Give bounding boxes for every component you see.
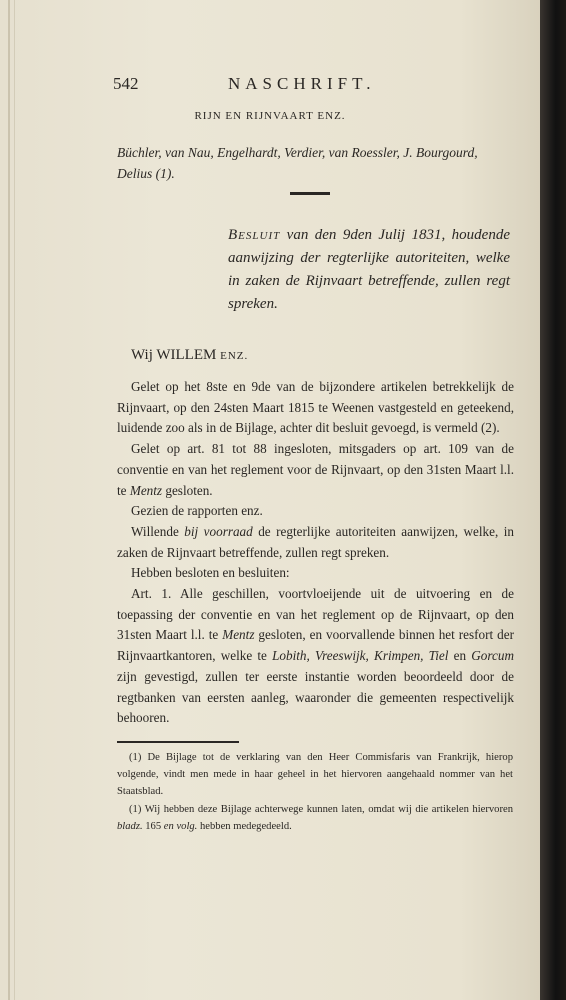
place-names: Lobith, Vreeswijk, Krimpen, Tiel [272, 648, 449, 664]
text-run: hebben medegedeeld. [197, 821, 292, 833]
page-number: 542 [113, 74, 139, 93]
salutation-main: Wij WILLEM [131, 347, 217, 363]
body-text [117, 377, 514, 729]
paragraph: Gelet op het 8ste en 9de van de bijzondere artikelen betrekkelijk de Rijnvaart, op den 24sten Maart 1815 te Weenen vastgesteld en geteekend, luidende zoo als in de Bijlage, achter dit besluit gevoegd, is vermeld (2). [117, 379, 514, 436]
text-run: (1) Wij hebben deze Bijlage achterwege kunnen laten, omdat wij die artikelen hiervoren [129, 804, 513, 816]
names-line: Büchler, van Nau, Engelhardt, Verdier, van Roessler, J. Bourgourd, Delius (1). [117, 145, 478, 181]
text-run: gesloten, en voorvallende binnen het resfort der Rijnvaartkantoren, welke te [117, 627, 514, 664]
page-edge [14, 0, 15, 1000]
paragraph: Gezien de rapporten enz. [131, 503, 263, 519]
text-run: Willende [131, 523, 185, 539]
running-title: NASCHRIFT. [228, 74, 376, 93]
place-name: Gorcum [471, 648, 515, 664]
place-name: Mentz [222, 627, 255, 643]
text-run: gesloten. [162, 482, 213, 498]
footnote-divider [117, 741, 239, 743]
running-header [113, 74, 513, 98]
italic-abbrev: en volg. [163, 821, 198, 833]
section-divider [290, 192, 330, 195]
page-edge [8, 0, 10, 1000]
place-name: Mentz [129, 482, 163, 498]
section-subheading: RIJN EN RIJNVAART ENZ. [194, 110, 346, 122]
text-run: Gelet op art. 81 tot 88 ingesloten, mitsgaders op art. 109 van de conventie en van het reglement voor de Rijnvaart, op den 31sten Maart l.l. te [117, 441, 514, 498]
italic-abbrev: bladz. [117, 821, 143, 833]
text-run: Art. 1. Alle geschillen, voortvloeijende uit de uitvoering en de toepassing der conventie en van het reglement op de Rijnvaart, op den 31sten Maart l.l. te [117, 586, 514, 643]
footnote [117, 802, 513, 836]
paragraph: Hebben besloten en besluiten: [131, 565, 290, 581]
decree-title [228, 224, 510, 316]
book-spine [540, 0, 566, 1000]
paragraph [117, 522, 514, 563]
text-run: en [448, 648, 472, 664]
italic-phrase: bij voorraad [184, 523, 253, 539]
text-run: zijn gevestigd, zullen ter eerste instantie worden beoordeeld door de regtbanken van eersten aanleg, waaronder die gemeenten respectivelijk behooren. [117, 668, 514, 726]
footnotes [117, 750, 513, 838]
decree-lead: Besluit [228, 227, 281, 243]
text-run: de regterlijke autoriteiten aanwijzen, welke, in zaken de Rijnvaart betreffende, zullen regt spreken. [117, 523, 514, 560]
text-run: 165 [142, 821, 164, 833]
article-1 [117, 584, 514, 729]
footnote: (1) De Bijlage tot de verklaring van den Heer Commisfaris van Frankrijk, hierop volgende, vindt men mede in haar geheel in het hiervoren aangehaald nommer van het Staatsblad. [117, 752, 513, 797]
salutation-rest: ENZ. [216, 350, 249, 362]
salutation [131, 347, 248, 364]
decree-text: van den 9den Julij 1831, houdende aanwijzing der regterlijke autoriteiten, welke in zaken de Rijnvaart betreffende, zullen regt spreken. [228, 227, 510, 312]
paragraph [117, 439, 514, 501]
